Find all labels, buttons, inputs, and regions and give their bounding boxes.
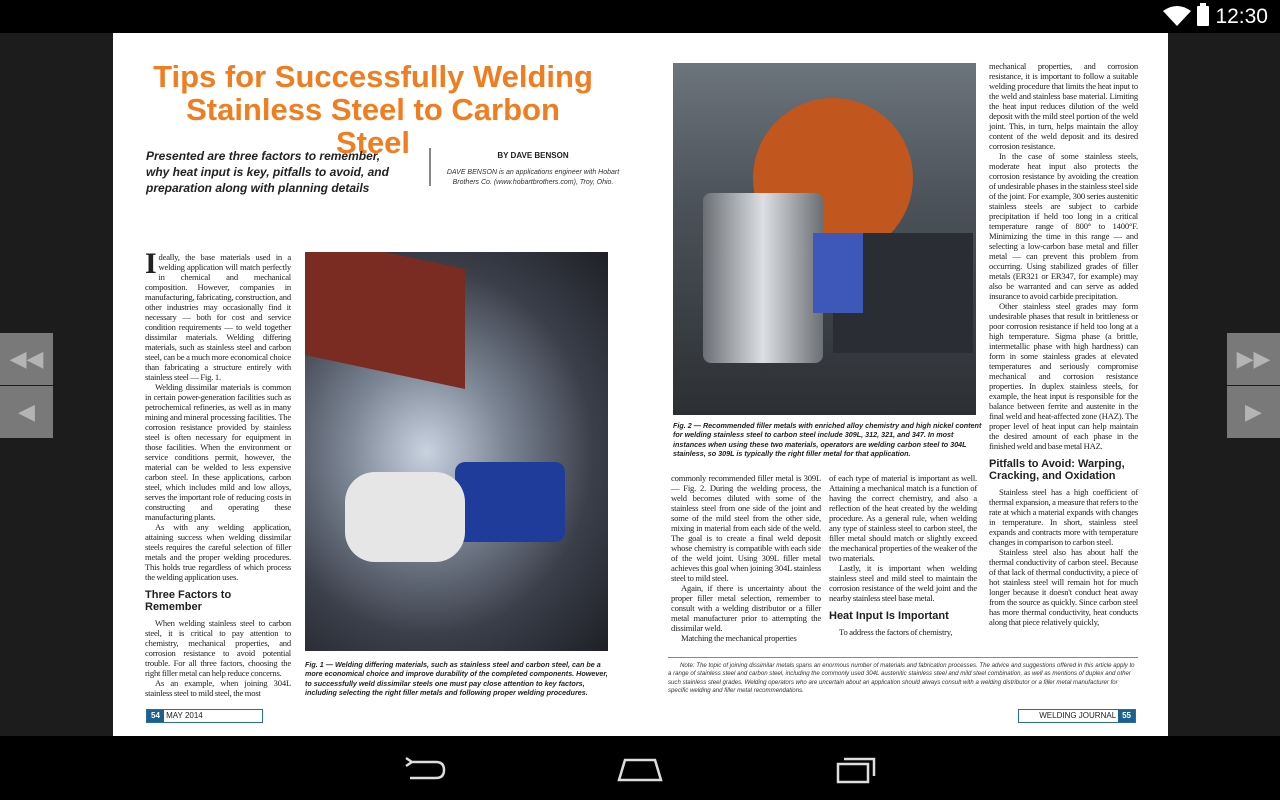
- issue-date: MAY 2014: [166, 711, 203, 720]
- paragraph: deally, the base materials used in a welding application will match perfectly in chemical and mechanical composition. However, companies in manufacturing, fabricating, construction, and other industries may occasionally find it necessary — both for cost and service condition requirements — to weld together dissimilar materials. Welding differing materials, such as stainless steel and carbon steel, can be a much more economical choice than fabricating a structure entirely with stainless steel — Fig. 1.: [145, 252, 291, 382]
- heading-heat-input: Heat Input Is Important: [829, 610, 949, 622]
- paragraph: In the case of some stainless steels, moderate heat input also protects the corrosion resistance by avoiding the creation of undesirable phases in the stainless steel side of the joint. For example, 300 series austenitic stainless steels are subject to carbide precipitation if held too long in a critical temperature range of 800° to 1400°F. Minimizing the time in this range — and selecting a low-carbon base metal and filler metal — can prevent this problem from occurring. Using stabilized grades of filler metals (ER321 or ER347, for example) may also be warranted and can serve as added insurance to avoid carbide precipitation.: [989, 151, 1138, 301]
- author-bio: DAVE BENSON is an applications engineer with Hobart Brothers Co. (www.hobartbrothers.com), Troy, Ohio.: [446, 169, 620, 186]
- paragraph: Again, if there is uncertainty about the proper filler metal selection, remember to consult with a welding distributor or a filler metal manufacturer prior to attempting the dissimilar weld.: [671, 583, 821, 633]
- page-number: 55: [1118, 710, 1135, 722]
- figure-1-photo: [305, 252, 608, 651]
- page-number: 54: [147, 710, 164, 722]
- previous-page-button[interactable]: [0, 386, 53, 438]
- article-deck: Presented are three factors to remember, why heat input is key, pitfalls to avoid, and preparation along with planning details: [146, 149, 389, 195]
- rewind-icon: ◀◀: [9, 346, 44, 372]
- column-3: [671, 473, 821, 643]
- column-4: [829, 473, 977, 637]
- column-1: [145, 247, 291, 698]
- paragraph: commonly recommended filler metal is 309L — Fig. 2. During the welding process, the weld becomes diluted with some of the stainless steel from one side of the joint and some of the mild steel from the other side, mixing in material from each side of the weld. The goal is to create a final weld deposit whose chemistry is compatible with each side of the weld joint. Using 309L filler metal achieves this goal when joining 304L stainless steel to mild steel.: [671, 473, 821, 583]
- paragraph: Other stainless steel grades may form undesirable phases that result in brittleness or poor corrosion resistance if held too long at a high temperature. Sigma phase (a brittle, intermetallic phase with high hardness) can form in some stainless grades at elevated temperatures and seriously compromise mechanical and corrosion resistance properties. In duplex stainless steels, for example, the heat input is responsible for the balance between ferrite and austenite in the final weld and heat-affected zone (HAZ). The proper level of heat input can help maintain the desired amount of each phase in the finished weld and base metal HAZ.: [989, 301, 1138, 451]
- divider: [429, 148, 431, 186]
- paragraph: Lastly, it is important when welding stainless steel and mild steel to maintain the corrosion resistance of the weld joint and the nearby stainless steel base metal.: [829, 563, 977, 603]
- paragraph: As an example, when joining 304L stainless steel to mild steel, the most: [145, 678, 291, 698]
- first-page-button[interactable]: [0, 333, 53, 385]
- paragraph: Welding dissimilar materials is common in certain power-generation facilities such as petrochemical refineries, as well as in many mining and mineral processing facilities. The corrosion resistance provided by stainless steel is often necessary for equipment in those facilities. When the environment or service conditions permit, however, the material can be welded to less expensive carbon steel. In these applications, carbon steel, which includes mild and low alloys, serves the important role of reducing costs in constructing and operating these manufacturing plants.: [145, 382, 291, 522]
- magazine-spread: [113, 33, 1168, 736]
- paragraph: Stainless steel also has about half the thermal conductivity of carbon steel. Because of that lack of thermal conductivity, a piece of hot stainless steel will remain hot for much longer because it doesn't conduct heat away from the source as quickly. Since carbon steel has more thermal conductivity, heat conducts along that piece relatively quickly,: [989, 547, 1138, 627]
- navigation-bar: [0, 736, 1280, 800]
- magazine-name: WELDING JOURNAL: [1039, 711, 1116, 720]
- drop-cap: I: [145, 247, 157, 280]
- prev-icon: ◀: [18, 399, 35, 425]
- column-5: [989, 61, 1138, 627]
- paragraph: mechanical properties, and corrosion resistance, it is important to follow a suitable welding procedure that limits the heat input to the weld and stainless base material. Limiting the heat input reduces dilution of the weld deposit with the mild steel portion of the weld joint. This, in turn, helps maintain the alloy content of the weld deposit and its desired corrosion resistance.: [989, 61, 1138, 151]
- paragraph: Matching the mechanical properties: [681, 633, 797, 643]
- battery-icon: [1197, 6, 1209, 26]
- recent-apps-icon[interactable]: [832, 754, 882, 784]
- paragraph: Stainless steel has a high coefficient of thermal expansion, a measure that refers to the rate at which a material expands with changes in temperature. In short, stainless steel expands and contracts more with temperature changes in comparison to carbon steel.: [989, 487, 1138, 547]
- figure-2-photo: [673, 63, 976, 415]
- next-page-button[interactable]: [1227, 386, 1280, 438]
- clock: 12:30: [1215, 5, 1268, 28]
- figure-1-caption: Fig. 1 — Welding differing materials, such as stainless steel and carbon steel, can be a more economical choice and improve durability of the completed components. However, to successfully weld dissimilar steels one must pay close attention to key factors, including selecting the right filler metals and following proper welding procedures.: [305, 660, 608, 698]
- editor-note: Note: The topic of joining dissimilar metals spans an enormous number of materials and fabrication processes. The advice and suggestions offered in this article apply to a range of stainless steel and carbon steel, including the commonly used 304L austenitic stainless steel and mild steel combination, as well as mentions of duplex and other such stainless steel grades. Welding operators who are uncertain about an application should always consult with a welding distributor or a filler metal manufacturer for specific welding and filler metal recommendations.: [668, 657, 1138, 696]
- folio-right: [1018, 709, 1136, 723]
- byline: BY DAVE BENSON: [497, 151, 569, 160]
- wifi-icon: [1163, 6, 1191, 26]
- status-bar: [0, 0, 1280, 33]
- fast-forward-icon: ▶▶: [1236, 346, 1271, 372]
- article-title: Tips for Successfully Welding Stainless Steel to Carbon Steel: [153, 59, 593, 160]
- next-icon: ▶: [1245, 399, 1262, 425]
- paragraph: of each type of material is important as well. Attaining a mechanical match is a function of having the correct chemistry, and also a reflection of the heat created by the welding procedure. As a general rule, when welding any type of stainless steel to carbon steel, the filler metal should match or slightly exceed the mechanical properties of the weaker of the two materials.: [829, 473, 977, 563]
- home-icon[interactable]: [615, 754, 665, 784]
- paragraph: As with any welding application, attaining success when welding dissimilar steels requires the careful selection of filler metals and the proper welding procedures. This holds true regardless of which process the welding application uses.: [145, 522, 291, 582]
- back-icon[interactable]: [400, 754, 450, 784]
- last-page-button[interactable]: [1227, 333, 1280, 385]
- heading-three-factors: Three Factors to Remember: [145, 589, 232, 613]
- heading-pitfalls: Pitfalls to Avoid: Warping, Cracking, and Oxidation: [989, 458, 1125, 482]
- paragraph: To address the factors of chemistry,: [839, 627, 953, 637]
- figure-2-caption: Fig. 2 — Recommended filler metals with enriched alloy chemistry and high nickel content for welding stainless steel to carbon steel include 309L, 312, 321, and 347. In most instances when using these two materials, operators are welding carbon steel to 304L stainless, so 309L is typically the right filler metal for that application.: [673, 421, 982, 459]
- folio-left: [146, 709, 263, 723]
- paragraph: When welding stainless steel to carbon steel, it is critical to pay attention to chemistry, mechanical properties, and corrosion resistance to avoid potential trouble. For all three factors, choosing the right filler metal can help reduce concerns.: [145, 618, 291, 678]
